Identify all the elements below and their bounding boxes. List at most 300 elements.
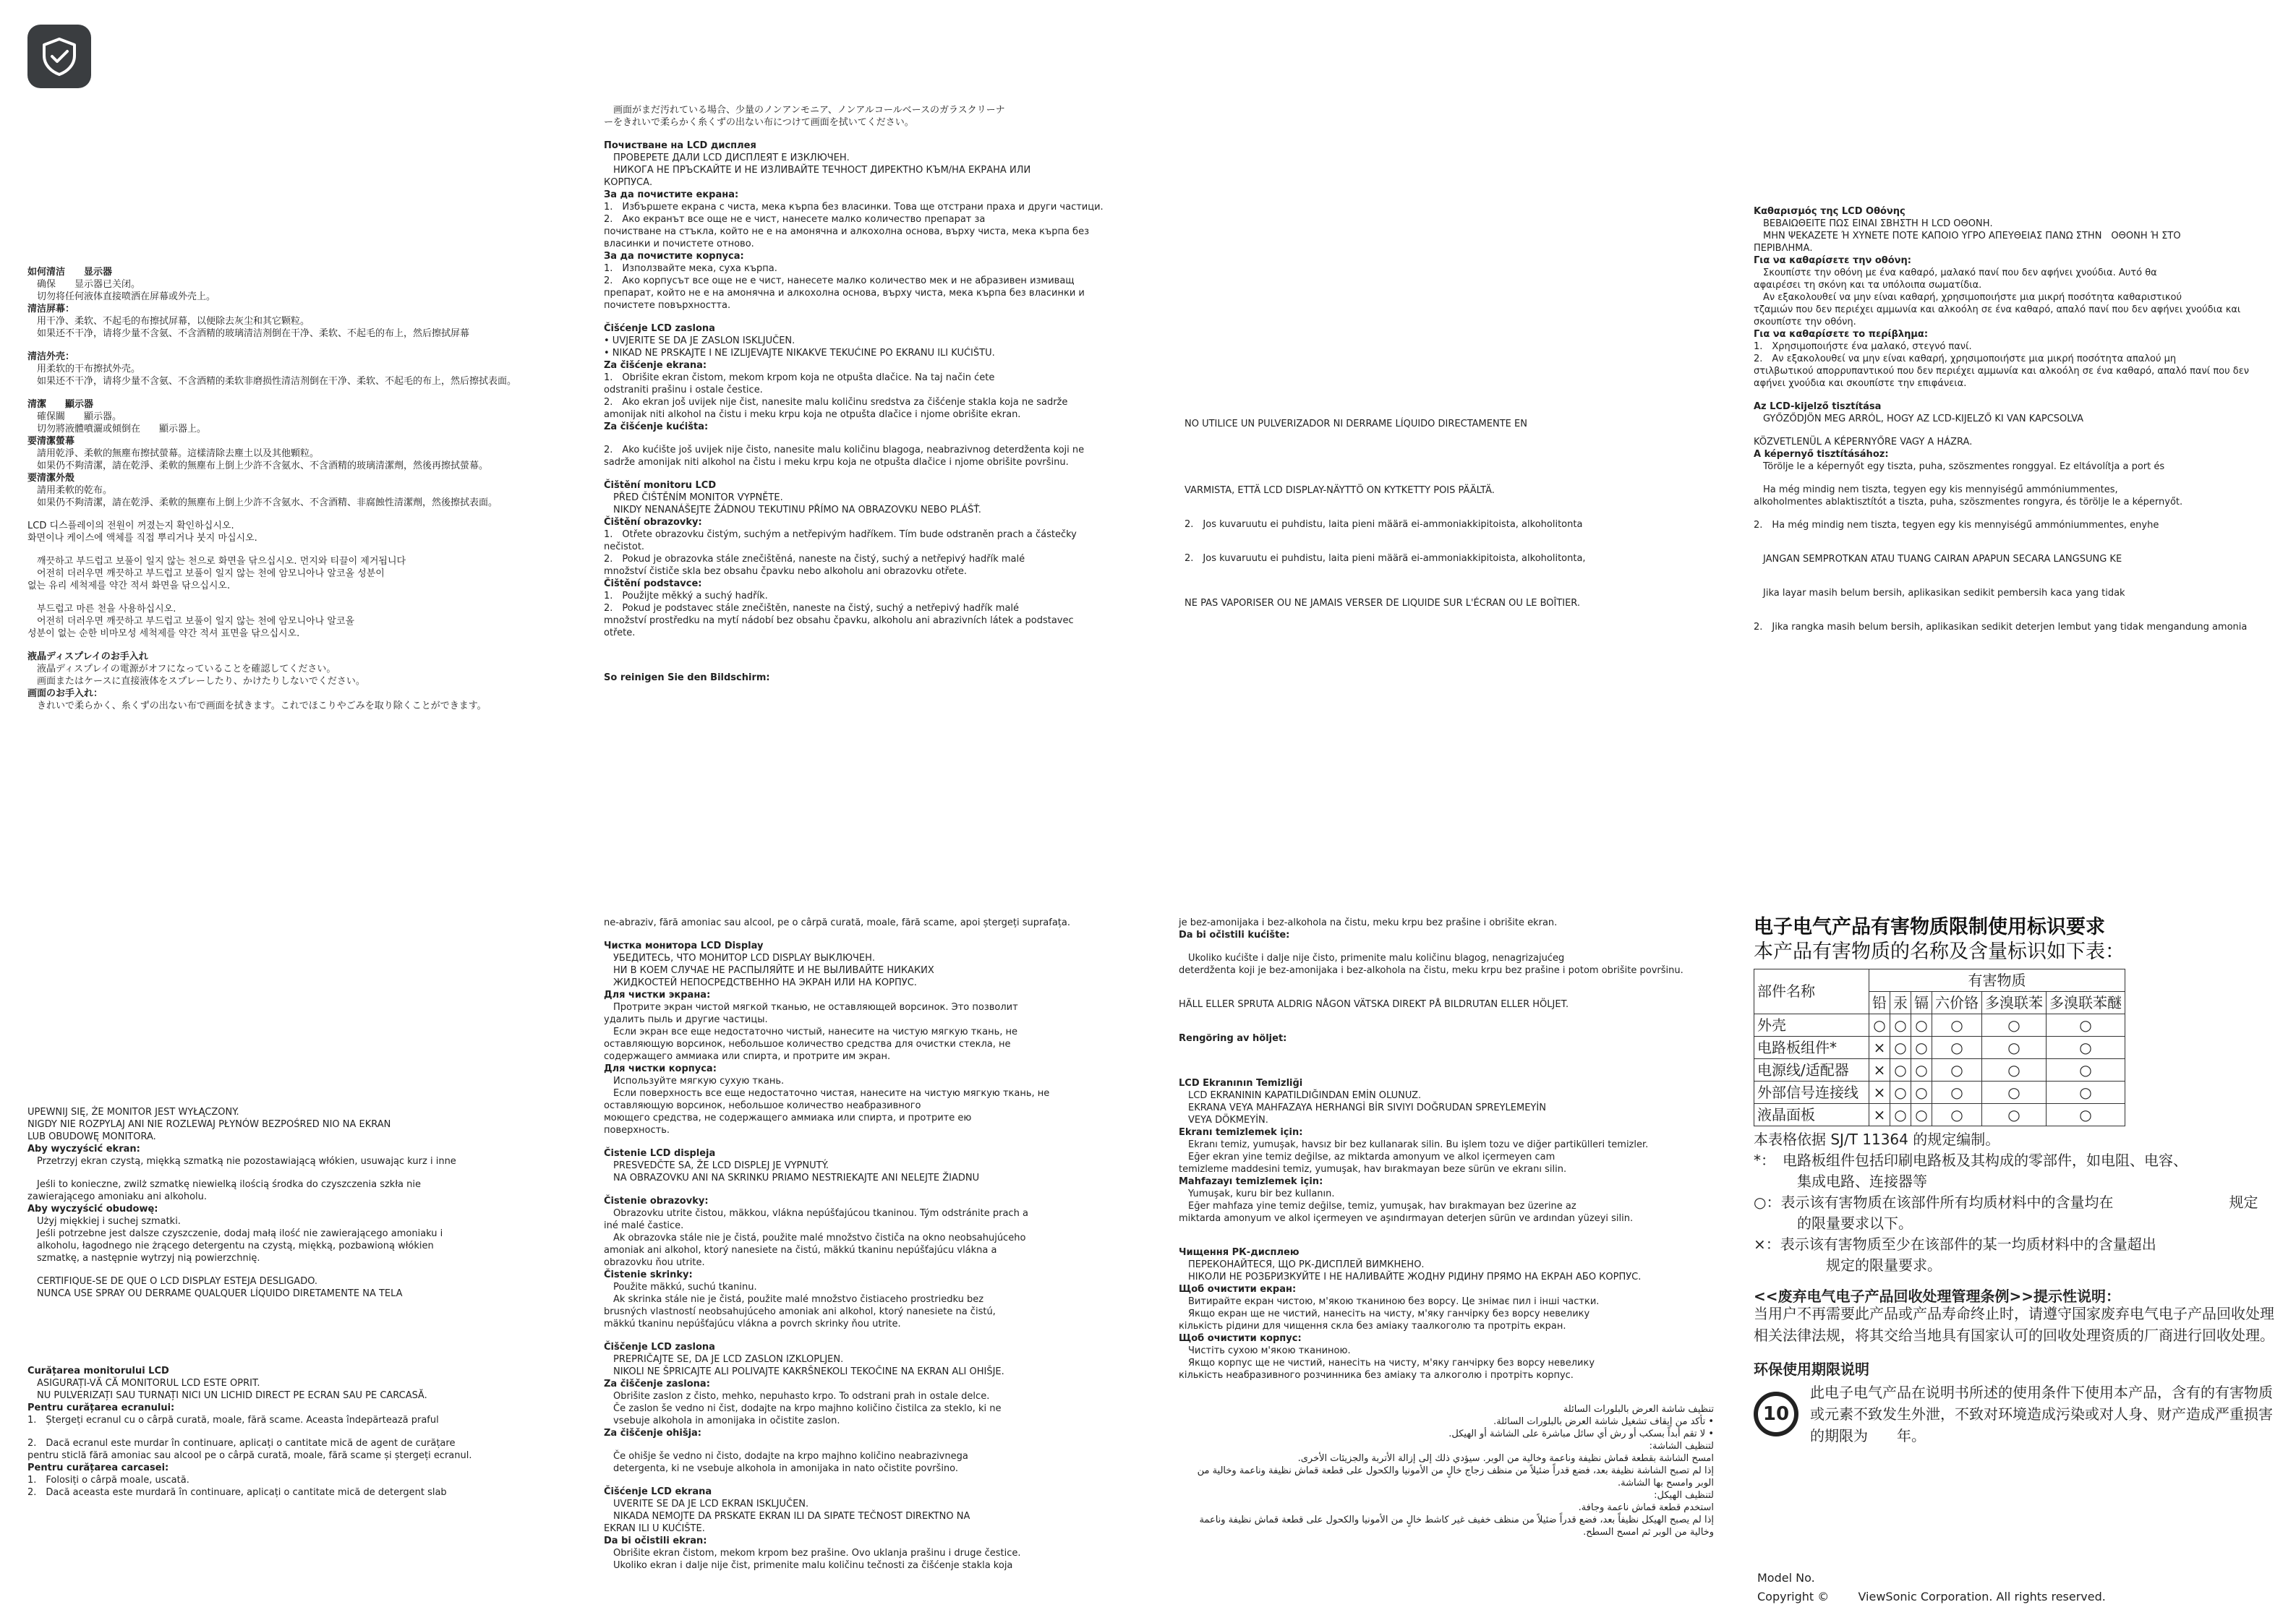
text-line: содержащего аммиака или спирта, и протрите им экран. xyxy=(604,1051,891,1062)
text-line: Jika layar masih belum bersih, aplikasikan sedikit pembersih kaca yang tidak xyxy=(1754,588,2125,599)
blank-line xyxy=(604,468,1139,479)
text-line: Если экран все еще недостаточно чистый, нанесите на чистую мягкую ткань, не xyxy=(604,1027,1018,1037)
text-line: Чистка монитора LCD Display xyxy=(604,941,764,951)
text-line: Za čišćenje ekrana: xyxy=(604,360,707,371)
text-line: Jeśli to konieczne, zwilż szmatkę niewielką ilością środka do czyszczenia szkła nie xyxy=(27,1179,421,1190)
text-line: تنظيف شاشة العرض بالبلورات السائلة xyxy=(1563,1404,1714,1415)
blank-line xyxy=(1179,1236,1714,1246)
blank-line xyxy=(27,1322,563,1332)
rohs-note-line: 的限量要求以下。 xyxy=(1754,1215,1913,1232)
text-line: ne-abraziv, fără amoniac sau alcool, pe o cârpă curată, moale, fără scame, apoi ștergeți suprafața. xyxy=(604,917,1071,928)
text-line: кількість рідини для чищення скла без аміаку таалкоголю та протріть екран. xyxy=(1179,1321,1566,1332)
text-line: Mahfazayı temizlemek için: xyxy=(1179,1176,1323,1187)
text-line: 2. Jos kuvaruutu ei puhdistu, laita pieni määrä ei-ammoniakkipitoista, alkoholitonta, xyxy=(1185,553,1586,564)
blank-line xyxy=(1185,541,1720,552)
text-line: Čišćenje LCD zaslona xyxy=(604,323,715,334)
text-line: Čiščenje LCD zaslona xyxy=(604,1342,715,1353)
text-line: Для чистки корпуса: xyxy=(604,1063,717,1074)
text-line: je bez-amonijaka i bez-alkohola na čistu, meku krpu bez prašine i obrišite ekran. xyxy=(1179,917,1558,928)
text-line: NE PAS VAPORISER OU NE JAMAIS VERSER DE LIQUIDE SUR L'ÉCRAN OU LE BOÎTIER. xyxy=(1185,598,1581,609)
text-line: LCD EKRANININ KAPATILDIĞINDAN EMİN OLUNUZ. xyxy=(1179,1090,1422,1101)
substance-mark-cell: ○ xyxy=(1982,1104,2047,1126)
blank-line xyxy=(1185,531,1720,541)
substance-mark-cell: ○ xyxy=(1982,1014,2047,1037)
text-line: množství prostředku na mytí nádobí bez obsahu čpavku, alkoholu ani abrazivních látek a podstavec xyxy=(604,615,1074,626)
blank-line xyxy=(604,929,1139,940)
text-line: 如果还不干净，请将少量不含氨、不含酒精的柔软非磨损性清洁剂倒在干净、柔软、不起毛的布上，然后擦拭表面。 xyxy=(27,376,517,387)
text-line: 깨끗하고 부드럽고 보풀이 일지 않는 천으로 화면을 닦으십시오. 먼지와 티끌이 제거됩니다 xyxy=(27,556,406,567)
text-line: УБЕДИТЕСЬ, ЧТО МОНИТОР LCD DISPLAY ВЫКЛЮЧЕН. xyxy=(604,953,876,964)
text-line: Čistenie LCD displeja xyxy=(604,1148,716,1159)
blank-line xyxy=(1185,586,1720,597)
text-line: NUNCA USE SPRAY OU DERRAME QUALQUER LÍQUIDO DIRETAMENTE NA TELA xyxy=(27,1288,403,1299)
rohs-note-line: 集成电路、连接器等 xyxy=(1754,1173,1927,1190)
text-line: ASIGURAȚI-VĂ CĂ MONITORUL LCD ESTE OPRIT. xyxy=(27,1378,260,1389)
blank-line xyxy=(27,1343,563,1354)
text-line: 2. Αν εξακολουθεί να μην είναι καθαρή, χρησιμοποιήστε μια μικρή ποσότητα απαλού μη xyxy=(1754,354,2177,364)
footer xyxy=(1757,1569,2106,1606)
shield-check-icon xyxy=(27,25,91,88)
col2-bottom-text xyxy=(604,917,1139,1572)
text-line: Eğer ekran yine temiz değilse, az miktarda amonyum ve alkol içermeyen cam xyxy=(1179,1152,1555,1162)
substance-mark-cell: ○ xyxy=(1890,1104,1911,1126)
text-line: 1. Ștergeți ecranul cu o cârpă curată, moale, fără scame. Aceasta îndepărtează praful xyxy=(27,1415,439,1426)
text-line: Obrazovku utrite čistou, mäkkou, vlákna nepúšťajúcou tkaninou. Tým odstránite prach a xyxy=(604,1208,1028,1219)
blank-line xyxy=(1754,542,2282,553)
text-line: CERTIFIQUE-SE DE QUE O LCD DISPLAY ESTEJA DESLIGADO. xyxy=(27,1276,318,1287)
blank-line xyxy=(1179,1045,1714,1055)
text-line: поверхность. xyxy=(604,1125,670,1136)
blank-line xyxy=(27,509,563,520)
text-line: НИКОГА НЕ ПРЪСКАЙТЕ И НЕ ИЗЛИВАЙТЕ ТЕЧНОСТ ДИРЕКТНО КЪМ/НА ЕКРАНА ИЛИ xyxy=(604,165,1031,176)
col2-top-text xyxy=(604,104,1139,684)
substance-mark-cell: × xyxy=(1869,1082,1890,1104)
text-line: 어전히 더러우면 깨끗하고 부드럽고 보풀이 일지 않는 천에 암모니아나 알코올 xyxy=(27,616,355,627)
text-line: Pentru curățarea carcasei: xyxy=(27,1463,169,1473)
text-line: 2. Ha még mindig nem tiszta, tegyen egy kis mennyiségű ammóniummentes, enyhe xyxy=(1754,520,2159,531)
blank-line xyxy=(27,1264,563,1275)
text-line: Yumuşak, kuru bir bez kullanın. xyxy=(1179,1189,1335,1199)
text-line: Αν εξακολουθεί να μην είναι καθαρή, χρησιμοποιήστε μια μικρή ποσότητα καθαριστικού xyxy=(1754,292,2182,303)
text-line: zawierającego amoniaku ani alkoholu. xyxy=(27,1191,208,1202)
text-line: amonijak niti alkohol na čistu i meku krpu koja ne otpušta dlačice i njome obrišite ekran. xyxy=(604,409,1021,420)
substance-mark-cell: × xyxy=(1869,1104,1890,1126)
text-line: 2. Dacă ecranul este murdar în continuare, aplicați o cantitate mică de agent de curățare xyxy=(27,1438,456,1449)
text-line: UPEWNIJ SIĘ, ŻE MONITOR JEST WYŁĄCZONY. xyxy=(27,1107,239,1118)
text-line: За да почистите корпуса: xyxy=(604,251,744,262)
blank-line xyxy=(27,1300,563,1311)
text-line: 2. Jos kuvaruutu ei puhdistu, laita pieni määrä ei-ammoniakkipitoista, alkoholitonta xyxy=(1185,519,1583,530)
rohs-notes xyxy=(1754,1129,2274,1276)
blank-line xyxy=(604,1136,1139,1147)
text-line: لتنظيف الهيكل: xyxy=(1654,1490,1714,1501)
blank-line xyxy=(1179,1382,1714,1392)
text-line: nečistot. xyxy=(604,541,645,552)
text-line: Ekranı temizlemek için: xyxy=(1179,1127,1303,1138)
text-line: Za čiščenje ohišja: xyxy=(604,1428,702,1439)
text-line: LCD 디스플레이의 전원이 꺼졌는지 확인하십시오. xyxy=(27,521,234,531)
text-line: alkoholmentes ablaktisztítót a tiszta, puha, szöszmentes rongyra, és törölje le a képernyőt. xyxy=(1754,497,2183,508)
blank-line xyxy=(27,1354,563,1365)
text-line: 2. Jika rangka masih belum bersih, aplikasikan sedikit deterjen lembut yang tidak mengandung amonia xyxy=(1754,622,2248,633)
copyright-text: ViewSonic Corporation. All rights reserved. xyxy=(1858,1590,2106,1603)
text-line: 液晶ディスプレイの電源がオフになっていることを確認してください。 xyxy=(27,664,336,675)
blank-line xyxy=(27,544,563,555)
text-line: odstraniti prašinu i ostale čestice. xyxy=(604,385,763,395)
text-line: σκουπίστε την οθόνη. xyxy=(1754,317,1856,327)
blank-line xyxy=(1179,1055,1714,1066)
substance-mark-cell: ○ xyxy=(1932,1014,1982,1037)
text-line: 清洁屏幕： xyxy=(27,304,75,314)
blank-line xyxy=(27,1426,563,1437)
eco-title: 环保使用期限说明 xyxy=(1754,1361,1869,1378)
text-line: NIGDY NIE ROZPYLAJ ANI NIE ROZLEWAJ PŁYNÓW BEZPOŚRED NIO NA EKRAN xyxy=(27,1119,391,1130)
text-line: detergenta, ki ne vsebuje alkohola in amonijaka in nato očistite površino. xyxy=(604,1463,959,1474)
text-line: vsebuje alkohola in amonijaka in očistite zaslon. xyxy=(604,1416,840,1426)
copyright-label: Copyright © xyxy=(1757,1590,1830,1603)
substance-mark-cell: ○ xyxy=(1982,1059,2047,1082)
col1-bottom-text xyxy=(27,1106,563,1499)
rohs-note-line: 本表格依据 SJ/T 11364 的规定编制。 xyxy=(1754,1131,2000,1148)
rohs-note-line: ○：表示该有害物质在该部件所有均质材料中的含量均在 规定 xyxy=(1754,1194,2258,1211)
rohs-subtitle: 本产品有害物质的名称及含量标识如下表： xyxy=(1754,941,2125,963)
substance-mark-cell: ○ xyxy=(2047,1104,2125,1126)
text-line: otřete. xyxy=(604,628,636,638)
blank-line xyxy=(27,1168,563,1178)
blank-line xyxy=(604,1184,1139,1195)
blank-line xyxy=(604,129,1139,140)
blank-line xyxy=(604,1330,1139,1341)
blank-line xyxy=(604,1475,1139,1486)
text-line: VARMISTA, ETTÄ LCD DISPLAY-NÄYTTÖ ON KYTKETTY POIS PÄÄLTÄ. xyxy=(1185,485,1495,496)
substance-mark-cell: ○ xyxy=(1890,1059,1911,1082)
text-line: 要清潔外殼 xyxy=(27,473,75,484)
text-line: ЖИДКОСТЕЙ НЕПОСРЕДСТВЕННО НА ЭКРАН ИЛИ НА КОРПУС. xyxy=(604,977,917,988)
text-line: EKRANA VEYA MAHFAZAYA HERHANGİ BİR SIVIYI DOĞRUDAN SPREYLEMEYİN xyxy=(1179,1102,1546,1113)
text-line: So reinigen Sie den Bildschirm: xyxy=(604,672,770,683)
text-line: NIKDY NENANÁŠEJTE ŽÁDNOU TEKUTINU PŘÍMO NA OBRAZOVKU NEBO PLÁŠŤ. xyxy=(604,505,981,515)
blank-line xyxy=(1179,1392,1714,1403)
text-line: 2. Pokud je obrazovka stále znečištěná, naneste na čistý, suchý a netřepivý hadřík malé xyxy=(604,554,1025,565)
text-line: temizleme maddesini temiz, yumuşak, hav bırakmayan beze sürün ve ekranı silin. xyxy=(1179,1164,1567,1175)
text-line: ПРОВЕРЕТЕ ДАЛИ LCD ДИСПЛЕЯТ Е ИЗКЛЮЧЕН. xyxy=(604,153,850,163)
col3-bottom-text xyxy=(1179,917,1714,1538)
text-line: Για να καθαρίσετε την οθόνη: xyxy=(1754,255,1911,266)
blank-line xyxy=(604,1439,1139,1450)
col4-top-text xyxy=(1754,205,2282,633)
blank-line xyxy=(1754,473,2282,484)
text-line: 1. Χρησιμοποιήστε ένα μαλακό, στεγνό πανί. xyxy=(1754,341,1972,352)
text-line: • UVJERITE SE DA JE ZASLON ISKLJUČEN. xyxy=(604,335,795,346)
text-line: Törölje le a képernyőt egy tiszta, puha, szöszmentes ronggyal. Ez eltávolítja a port és xyxy=(1754,461,2165,472)
rohs-note-line: ×：表示该有害物质至少在该部件的某一均质材料中的含量超出 xyxy=(1754,1236,2156,1253)
text-line: LUB OBUDOWĘ MONITORA. xyxy=(27,1131,156,1142)
blank-line xyxy=(1754,565,2282,576)
blank-line xyxy=(1185,474,1720,484)
eco-period-icon: 10 xyxy=(1754,1392,1798,1436)
text-line: 切勿将任何液体直接喷洒在屏幕或外壳上。 xyxy=(27,291,216,302)
part-name-header: 部件名称 xyxy=(1754,969,1869,1014)
text-line: Če zaslon še vedno ni čist, dodajte na krpo majhno količino čistilca za steklo, ki ne xyxy=(604,1403,1002,1414)
blank-line xyxy=(1754,531,2282,542)
substance-mark-cell: ○ xyxy=(1932,1059,1982,1082)
text-line: Якщо корпус ще не чистий, нанесіть на чисту, м'яку ганчірку без ворсу невелику xyxy=(1179,1358,1595,1369)
text-line: Aby wyczyścić ekran: xyxy=(27,1144,140,1155)
blank-line xyxy=(27,387,563,398)
text-line: оставляющую ворсинок, небольшое количество неабразивного xyxy=(604,1100,921,1111)
text-line: Eğer mahfaza yine temiz değilse, temiz, yumuşak, hav bırakmayan bez üzerine az xyxy=(1179,1201,1576,1212)
eco-period xyxy=(1754,1382,2274,1447)
text-line: استخدم قطعة قماش ناعمة وجافة. xyxy=(1578,1502,1714,1513)
text-line: Ak skrinka stále nie je čistá, použite malé množstvo čistiaceho prostriedku bez xyxy=(604,1294,984,1305)
substance-mark-cell: ○ xyxy=(2047,1082,2125,1104)
text-line: моющего средства, не содержащего аммиака или спирта, и протрите ею xyxy=(604,1113,972,1123)
part-name-cell: 外壳 xyxy=(1754,1014,1869,1037)
text-line: množství čističe skla bez obsahu čpavku nebo alkoholu ani obrazovku otřete. xyxy=(604,566,967,577)
text-line: mäkkú tkaninu nepúšťajúcu vlákna a povrch skrinky ňou utrite. xyxy=(604,1319,901,1329)
substance-name: 多溴联苯 xyxy=(1982,992,2047,1014)
text-line: brusných vlastností neobsahujúceho amoniak ani alkohol, ktorý nanesiete na čistú, xyxy=(604,1306,996,1317)
recycle-title: <<废弃电气电子产品回收处理管理条例>>提示性说明： xyxy=(1754,1288,2121,1305)
text-line: За да почистите екрана: xyxy=(604,189,739,200)
text-line: pentru sticlă fără amoniac sau alcool pe o cârpă curată, moale, fără scame și ștergeți ecranul. xyxy=(27,1450,472,1461)
col3-top-text xyxy=(1185,418,1720,609)
col1-top-text xyxy=(27,266,563,712)
text-line: NIKADA NEMOJTE DA PRSKATE EKRAN ILI DA SIPATE TEČNOST DIREKTNO NA xyxy=(604,1511,970,1522)
blank-line xyxy=(1754,508,2282,519)
text-line: 2. Pokud je podstavec stále znečištěn, naneste na čistý, suchý a netřepivý hadřík malé xyxy=(604,603,1020,614)
text-line: ПЕРЕКОНАЙТЕСЯ, ЩО РК-ДИСПЛЕЙ ВИМКНЕНО. xyxy=(1179,1259,1425,1270)
blank-line xyxy=(604,433,1139,444)
text-line: ΜΗΝ ΨΕΚΑΖΕΤΕ Ή ΧΥΝΕΤΕ ΠΟΤΕ ΚΑΠΟΙΟ ΥΓΡΟ ΑΠΕΥΘΕΙΑΣ ΠΑΝΩ ΣΤΗΝ ΟΘΟΝΗ Ή ΣΤΟ xyxy=(1754,231,2181,241)
text-line: Jeśli potrzebne jest dalsze czyszczenie, dodaj małą ilość nie zawierającego amoniaku i xyxy=(27,1228,443,1239)
text-line: Почистване на LCD дисплея xyxy=(604,140,756,151)
text-line: 1. Folosiți o cârpă moale, uscată. xyxy=(27,1475,189,1486)
text-line: Протрите экран чистой мягкой тканью, не оставляющей ворсинок. Это позволит xyxy=(604,1002,1018,1013)
blank-line xyxy=(27,592,563,603)
substance-mark-cell: ○ xyxy=(1911,1059,1932,1082)
text-line: UVERITE SE DA JE LCD EKRAN ISKLJUČEN. xyxy=(604,1499,809,1509)
text-line: obrazovku ňou utrite. xyxy=(604,1257,705,1268)
text-line: 2. Ако екранът все още не е чист, нанесете малко количество препарат за xyxy=(604,214,986,225)
text-line: 如果仍不夠清潔，請在乾淨、柔軟的無塵布上倒上少許不含氨水、不含酒精的玻璃清潔劑，然後再擦拭螢幕。 xyxy=(27,461,489,471)
text-line: amoniak ani alkohol, ktorý nanesiete na čistú, mäkkú tkaninu nepúšťajúcu vlákna a xyxy=(604,1245,997,1256)
part-name-cell: 电源线/适配器 xyxy=(1754,1059,1869,1082)
part-name-cell: 液晶面板 xyxy=(1754,1104,1869,1126)
text-line: 用干净、柔软、不起毛的布擦拭屏幕，以便除去灰尘和其它颗粒。 xyxy=(27,316,310,327)
text-line: KÖZVETLENÜL A KÉPERNYŐRE VAGY A HÁZRA. xyxy=(1754,437,1973,447)
text-line: • لا تقم أبداً بسكب أو رش أي سائل مباشرة على الشاشة أو الهيكل. xyxy=(1448,1429,1714,1439)
text-line: PŘED ČIŠTĚNÍM MONITOR VYPNĚTE. xyxy=(604,492,783,503)
blank-line xyxy=(604,312,1139,322)
substance-mark-cell: ○ xyxy=(1982,1037,2047,1059)
blank-line xyxy=(27,1332,563,1343)
text-line: Čištění monitoru LCD xyxy=(604,480,717,491)
blank-line xyxy=(27,1311,563,1322)
text-line: почистване на стъкла, който не е на амонячна и алкохолна основа, върху чиста, мека кърпа без xyxy=(604,226,1089,237)
text-line: Čistenie obrazovky: xyxy=(604,1196,709,1207)
blank-line xyxy=(27,340,563,351)
text-line: إذا لم يصبح الهيكل نظيفاً بعد، فضع قدراً ضئيلاً من منظف خفيف غير كاشط خالٍ من الأمونيا والكحول على قطعة قماش نظيفة وناعمة وخالية من الوبر ثم امسح السطح. xyxy=(1199,1515,1714,1538)
text-line: miktarda amonyum ve alkol içermeyen ve aşındırmayan deterjen sürün ve ardından yüzeyi silin. xyxy=(1179,1213,1634,1224)
text-line: إذا لم تصبح الشاشة نظيفة بعد، فضع قدراً ضئيلاً من منظف زجاج خالٍ من الأمونيا والكحول على قطعة قماش نظيفة وناعمة وخالية من الوبر وامسح بها الشاشة. xyxy=(1197,1465,1714,1489)
substance-mark-cell: ○ xyxy=(1932,1104,1982,1126)
text-line: • تأكد من إيقاف تشغيل شاشة العرض بالبلورات السائلة. xyxy=(1493,1416,1714,1427)
substance-mark-cell: ○ xyxy=(1911,1082,1932,1104)
substance-name: 多溴联苯醚 xyxy=(2047,992,2125,1014)
text-line: Для чистки экрана: xyxy=(604,990,711,1001)
text-line: Ekranı temiz, yumuşak, havsız bir bez kullanarak silin. Bu işlem tozu ve diğer partikülleri temizler. xyxy=(1179,1139,1649,1150)
text-line: 없는 유리 세척제를 약간 적셔 화면을 닦으십시오. xyxy=(27,581,231,591)
part-name-cell: 电路板组件* xyxy=(1754,1037,1869,1059)
text-line: Za čišćenje kućišta: xyxy=(604,421,709,432)
text-line: Za čiščenje zaslona: xyxy=(604,1379,710,1389)
text-line: Če ohišje še vedno ni čisto, dodajte na krpo majhno količino neabrazivnega xyxy=(604,1451,968,1462)
text-line: Чистіть сухою м'якою тканиною. xyxy=(1179,1345,1351,1356)
text-line: Витирайте екран чистою, м'якою тканиною без ворсу. Це знімає пил і інші частки. xyxy=(1179,1296,1600,1307)
text-line: Якщо екран ще не чистий, нанесіть на чисту, м'яку ганчірку без ворсу невелику xyxy=(1179,1309,1590,1319)
text-line: EKRAN ILI U KUĆIŠTE. xyxy=(604,1523,705,1534)
text-line: Az LCD-kijelző tisztítása xyxy=(1754,401,1882,412)
text-line: Przetrzyj ekran czystą, miękką szmatką nie pozostawiającą włókien, usuwając kurz i inne xyxy=(27,1156,456,1167)
text-line: ーをきれいで柔らかく糸くずの出ない布につけて画面を拭いてください。 xyxy=(604,117,914,128)
text-line: 画面のお手入れ： xyxy=(27,688,103,699)
eco-text: 此电子电气产品在说明书所述的使用条件下使用本产品，含有的有害物质或元素不致发生外泄，不致对环境造成污染或对人身、财产造成严重损害的期限为 年。 xyxy=(1810,1384,2273,1444)
blank-line xyxy=(1179,1011,1714,1022)
text-line: 液晶ディスプレイのお手入れ xyxy=(27,651,148,662)
text-line: 請用柔軟的乾布。 xyxy=(27,485,113,496)
text-line: sadrže amonijak niti alkohol na čistu i meku krpu koja ne otpušta dlačice i njome obrišite površinu. xyxy=(604,457,1069,468)
text-line: 清潔 顯示器 xyxy=(27,399,94,410)
rohs-section xyxy=(1754,915,2274,1447)
blank-line xyxy=(1185,463,1720,474)
substance-name: 铅 xyxy=(1869,992,1890,1014)
substance-mark-cell: ○ xyxy=(1890,1037,1911,1059)
text-line: ΠΕΡΙΒΛΗΜΑ. xyxy=(1754,243,1813,254)
text-line: Curățarea monitorului LCD xyxy=(27,1366,169,1376)
text-line: 確保關 顯示器。 xyxy=(27,411,122,422)
blank-line xyxy=(1185,452,1720,463)
text-line: Ukoliko ekran i dalje nije čist, primenite malu količinu tečnosti za čišćenje stakla koja xyxy=(604,1560,1013,1571)
text-line: Čistenie skrinky: xyxy=(604,1269,693,1280)
text-line: 用柔软的干布擦拭外壳。 xyxy=(27,364,141,374)
text-line: Ukoliko kućište i dalje nije čisto, primenite malu količinu blagog, nenagrizajućeg xyxy=(1179,953,1565,964)
blank-line xyxy=(604,661,1139,672)
text-line: HÄLL ELLER SPRUTA ALDRIG NÅGON VÄTSKA DIREKT PÅ BILDRUTAN ELLER HÖLJET. xyxy=(1179,999,1569,1010)
rohs-table xyxy=(1754,969,2125,1126)
text-line: 要清潔螢幕 xyxy=(27,436,75,447)
text-line: 确保 显示器已关闭。 xyxy=(27,279,141,290)
text-line: 화면이나 케이스에 액체를 직접 뿌리거나 붓지 마십시오. xyxy=(27,533,257,544)
substance-name: 六价铬 xyxy=(1932,992,1982,1014)
blank-line xyxy=(1185,565,1720,575)
text-line: LCD Ekranının Temizliği xyxy=(1179,1078,1303,1089)
text-line: кількість неабразивного розчинника без аміаку та алкоголю і протріть корпус. xyxy=(1179,1370,1574,1381)
text-line: почистете повърхността. xyxy=(604,300,731,311)
text-line: Obrišite ekran čistom, mekom krpom bez prašine. Ovo uklanja prašinu i druge čestice. xyxy=(604,1548,1021,1559)
text-line: Чищення РК-дисплею xyxy=(1179,1247,1299,1258)
text-line: 1. Otřete obrazovku čistým, suchým a netřepivým hadříkem. Tím bude odstraněn prach a částečky xyxy=(604,529,1077,540)
text-line: PREPRIČAJTE SE, DA JE LCD ZASLON IZKLOPLJEN. xyxy=(604,1354,844,1365)
blank-line xyxy=(1179,977,1714,988)
text-line: Pentru curățarea ecranului: xyxy=(27,1403,175,1413)
substance-mark-cell: ○ xyxy=(1911,1104,1932,1126)
text-line: Čišćenje LCD ekrana xyxy=(604,1486,712,1497)
text-line: 切勿將液體噴灑或傾倒在 顯示器上。 xyxy=(27,424,207,434)
text-line: GYŐZŐDJÖN MEG ARRÓL, HOGY AZ LCD-KIJELZŐ KI VAN KAPCSOLVA xyxy=(1754,414,2084,424)
text-line: αφαιρέσει τη σκόνη και τα υπόλοιπα σωματίδια. xyxy=(1754,280,1982,291)
copyright xyxy=(1757,1588,2106,1606)
text-line: 清洁外壳： xyxy=(27,351,75,362)
rohs-note-line: *： 电路板组件包括印刷电路板及其构成的零部件，如电阻、电容、 xyxy=(1754,1152,2188,1169)
text-line: ΒΕΒΑΙΩΘΕΙΤΕ ΠΩΣ ΕΙΝΑΙ ΣΒΗΣΤΗ Η LCD ΟΘΟΝΗ. xyxy=(1754,218,1993,229)
text-line: Čištění podstavce: xyxy=(604,578,702,589)
substance-mark-cell: ○ xyxy=(1890,1014,1911,1037)
text-line: 如果仍不夠清潔，請在乾淨、柔軟的無塵布上倒上少許不含氨水、不含酒精、非腐蝕性清潔劑，然後擦拭表面。 xyxy=(27,497,498,508)
table-row xyxy=(1754,1037,2125,1059)
text-line: 請用乾淨、柔軟的無塵布擦拭螢幕。這樣清除去塵土以及其他顆粒。 xyxy=(27,448,320,459)
text-line: НИ В КОЕМ СЛУЧАЕ НЕ РАСПЫЛЯЙТЕ И НЕ ВЫЛИВАЙТЕ НИКАКИХ xyxy=(604,965,934,976)
text-line: PRESVEDČTE SA, ŽE LCD DISPLEJ JE VYPNUTÝ. xyxy=(604,1160,829,1171)
blank-line xyxy=(1179,1022,1714,1032)
part-name-cell: 外部信号连接线 xyxy=(1754,1082,1869,1104)
text-line: Da bi očistili ekran: xyxy=(604,1536,707,1546)
text-line: JANGAN SEMPROTKAN ATAU TUANG CAIRAN APAPUN SECARA LANGSUNG KE xyxy=(1754,554,2122,565)
blank-line xyxy=(1754,576,2282,587)
blank-line xyxy=(1754,390,2282,401)
text-line: Σκουπίστε την οθόνη με ένα καθαρό, μαλακό πανί που δεν αφήνει χνούδια. Αυτό θα xyxy=(1754,267,2157,278)
text-line: deterdženta koji je bez-amonijaka i bez-alkohola na čistu, meku krpu bez prašine i potom obrišite površinu. xyxy=(1179,965,1683,976)
substance-name: 镉 xyxy=(1911,992,1932,1014)
blank-line xyxy=(1179,988,1714,998)
text-line: Da bi očistili kućište: xyxy=(1179,930,1290,941)
text-line: αφήνει χνούδια και σκουπίστε την επιφάνεια. xyxy=(1754,378,1967,389)
text-line: 画面またはケースに直接液体をスプレーしたり、かけたりしないでください。 xyxy=(27,676,365,687)
text-line: Καθαρισμός της LCD Οθόνης xyxy=(1754,206,1905,217)
substance-mark-cell: ○ xyxy=(1982,1082,2047,1104)
recycle-text: 当用户不再需要此产品或产品寿命终止时，请遵守国家废弃电气电子产品回收处理相关法律法规，将其交给当地具有国家认可的回收处理资质的厂商进行回收处理。 xyxy=(1754,1305,2274,1344)
blank-line xyxy=(1179,1066,1714,1077)
text-line: 1. Избършете екрана с чиста, мека кърпа без власинки. Това ще отстрани праха и други частици. xyxy=(604,202,1104,213)
substance-mark-cell: ○ xyxy=(1869,1014,1890,1037)
text-line: 1. Използвайте мека, суха кърпа. xyxy=(604,263,777,274)
text-line: удалить пыль и другие частицы. xyxy=(604,1014,768,1025)
text-line: iné malé častice. xyxy=(604,1220,684,1231)
blank-line xyxy=(1185,430,1720,441)
text-line: NIKOLI NE ŠPRICAJTE ALI POLIVAJTE KAKRŠNEKOLI TEKOČINE NA EKRAN ALI OHIŠJE. xyxy=(604,1366,1004,1377)
text-line: Ak obrazovka stále nie je čistá, použite malé množstvo čističa na okno neobsahujúceho xyxy=(604,1233,1026,1243)
rohs-title: 电子电气产品有害物质限制使用标识要求 xyxy=(1754,916,2105,938)
substance-mark-cell: × xyxy=(1869,1059,1890,1082)
text-line: Используйте мягкую сухую ткань. xyxy=(604,1076,785,1087)
blank-line xyxy=(1754,610,2282,621)
text-line: 어전히 더러우면 깨끗하고 부드럽고 보풀이 일지 않는 천에 암모니아나 알코올 성분이 xyxy=(27,568,385,579)
substance-mark-cell: ○ xyxy=(1911,1014,1932,1037)
text-line: Если поверхность все еще недостаточно чистая, нанесите на чистую мягкую ткань, не xyxy=(604,1088,1050,1099)
model-number: Model No. xyxy=(1757,1571,1815,1585)
text-line: szmatkę, a następnie wytrzyj nią powierzchnię. xyxy=(27,1253,260,1264)
text-line: Użyj miękkiej i suchej szmatki. xyxy=(27,1216,181,1227)
substance-mark-cell: ○ xyxy=(2047,1014,2125,1037)
text-line: 성분이 없는 순한 비마모성 세척제를 약간 적셔 표면을 닦으십시오. xyxy=(27,628,300,639)
rohs-note-line: 规定的限量要求。 xyxy=(1754,1256,1942,1274)
substance-mark-cell: ○ xyxy=(2047,1059,2125,1082)
table-row xyxy=(1754,1059,2125,1082)
text-line: 2. Ако корпусът все още не е чист, нанесете малко количество мек и не абразивен измиващ xyxy=(604,275,1075,286)
table-row xyxy=(1754,1082,2125,1104)
table-row xyxy=(1754,1014,2125,1037)
substance-mark-cell: ○ xyxy=(1932,1037,1982,1059)
